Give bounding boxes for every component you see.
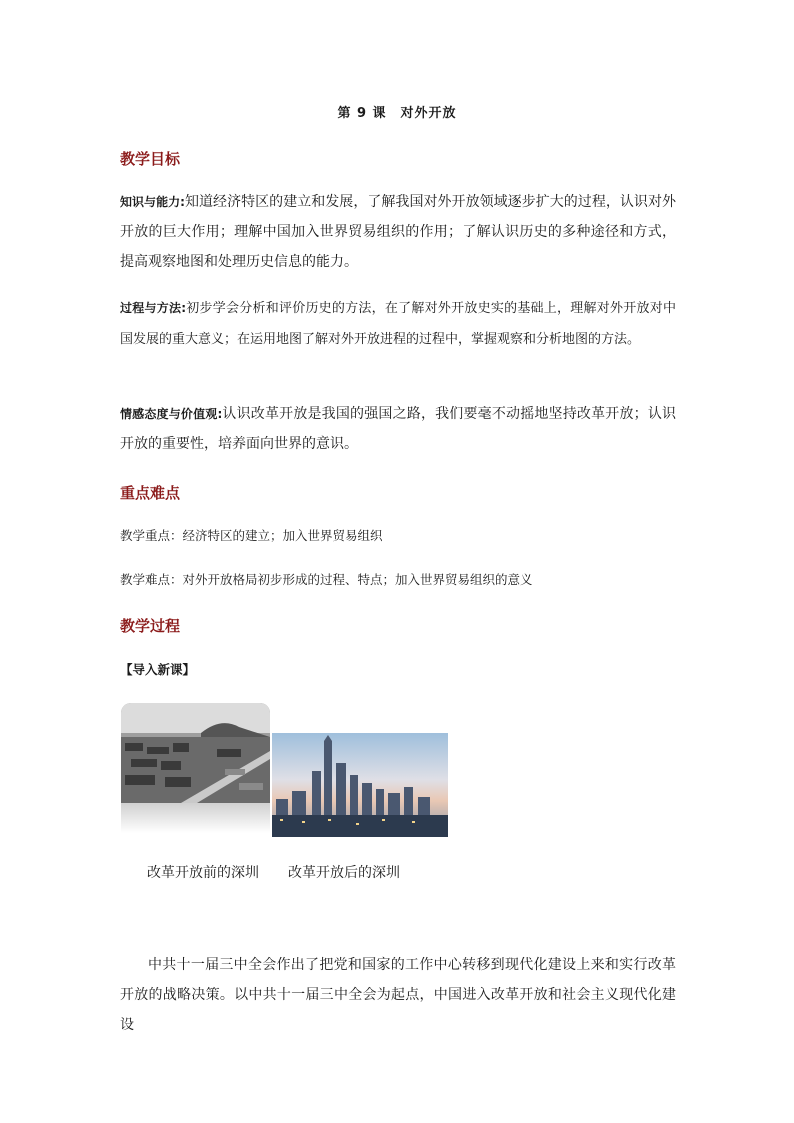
section-heading-goals: 教学目标 [120, 150, 181, 168]
goal-method-label: 过程与方法: [120, 301, 187, 315]
goal-method-text: 初步学会分析和评价历史的方法，在了解对外开放史实的基础上，理解对外开放对中国发展的重大意义；在运用地图了解对外开放进程的过程中，掌握观察和分析地图的方法。 [120, 301, 676, 347]
key-point-difficulty: 教学难点：对外开放格局初步形成的过程、特点；加入世界贸易组织的意义 [120, 572, 533, 587]
lesson-title: 第 9 课 对外开放 [337, 106, 457, 121]
goal-knowledge-label: 知识与能力: [120, 195, 185, 209]
photo-shenzhen-before [121, 703, 270, 803]
caption-after: 改革开放后的深圳 [288, 865, 400, 881]
body-paragraph: 中共十一届三中全会作出了把党和国家的工作中心转移到现代化建设上来和实行改革开放的战略决策。以中共十一届三中全会为起点，中国进入改革开放和社会主义现代化建设 [120, 957, 676, 1033]
intro-label: 【导入新课】 [120, 662, 196, 677]
goal-emotion [120, 399, 676, 459]
section-heading-key-points: 重点难点 [120, 484, 181, 502]
section-heading-process: 教学过程 [120, 617, 181, 635]
goal-emotion-text: 认识改革开放是我国的强国之路，我们要毫不动摇地坚持改革开放；认识开放的重要性，培养面向世界的意识。 [120, 406, 676, 452]
goal-knowledge-text: 知道经济特区的建立和发展，了解我国对外开放领域逐步扩大的过程，认识对外开放的巨大作用；理解中国加入世界贸易组织的作用；了解认识历史的多种途径和方式，提高观察地图和处理历史信息的能力。 [120, 194, 676, 270]
photo-reflection [121, 803, 270, 833]
photo-shenzhen-after [272, 733, 448, 837]
goal-emotion-label: 情感态度与价值观: [120, 407, 223, 421]
key-point-focus: 教学重点：经济特区的建立；加入世界贸易组织 [120, 528, 383, 543]
goal-method [120, 293, 676, 355]
caption-before: 改革开放前的深圳 [147, 865, 259, 881]
goal-knowledge [120, 187, 676, 277]
